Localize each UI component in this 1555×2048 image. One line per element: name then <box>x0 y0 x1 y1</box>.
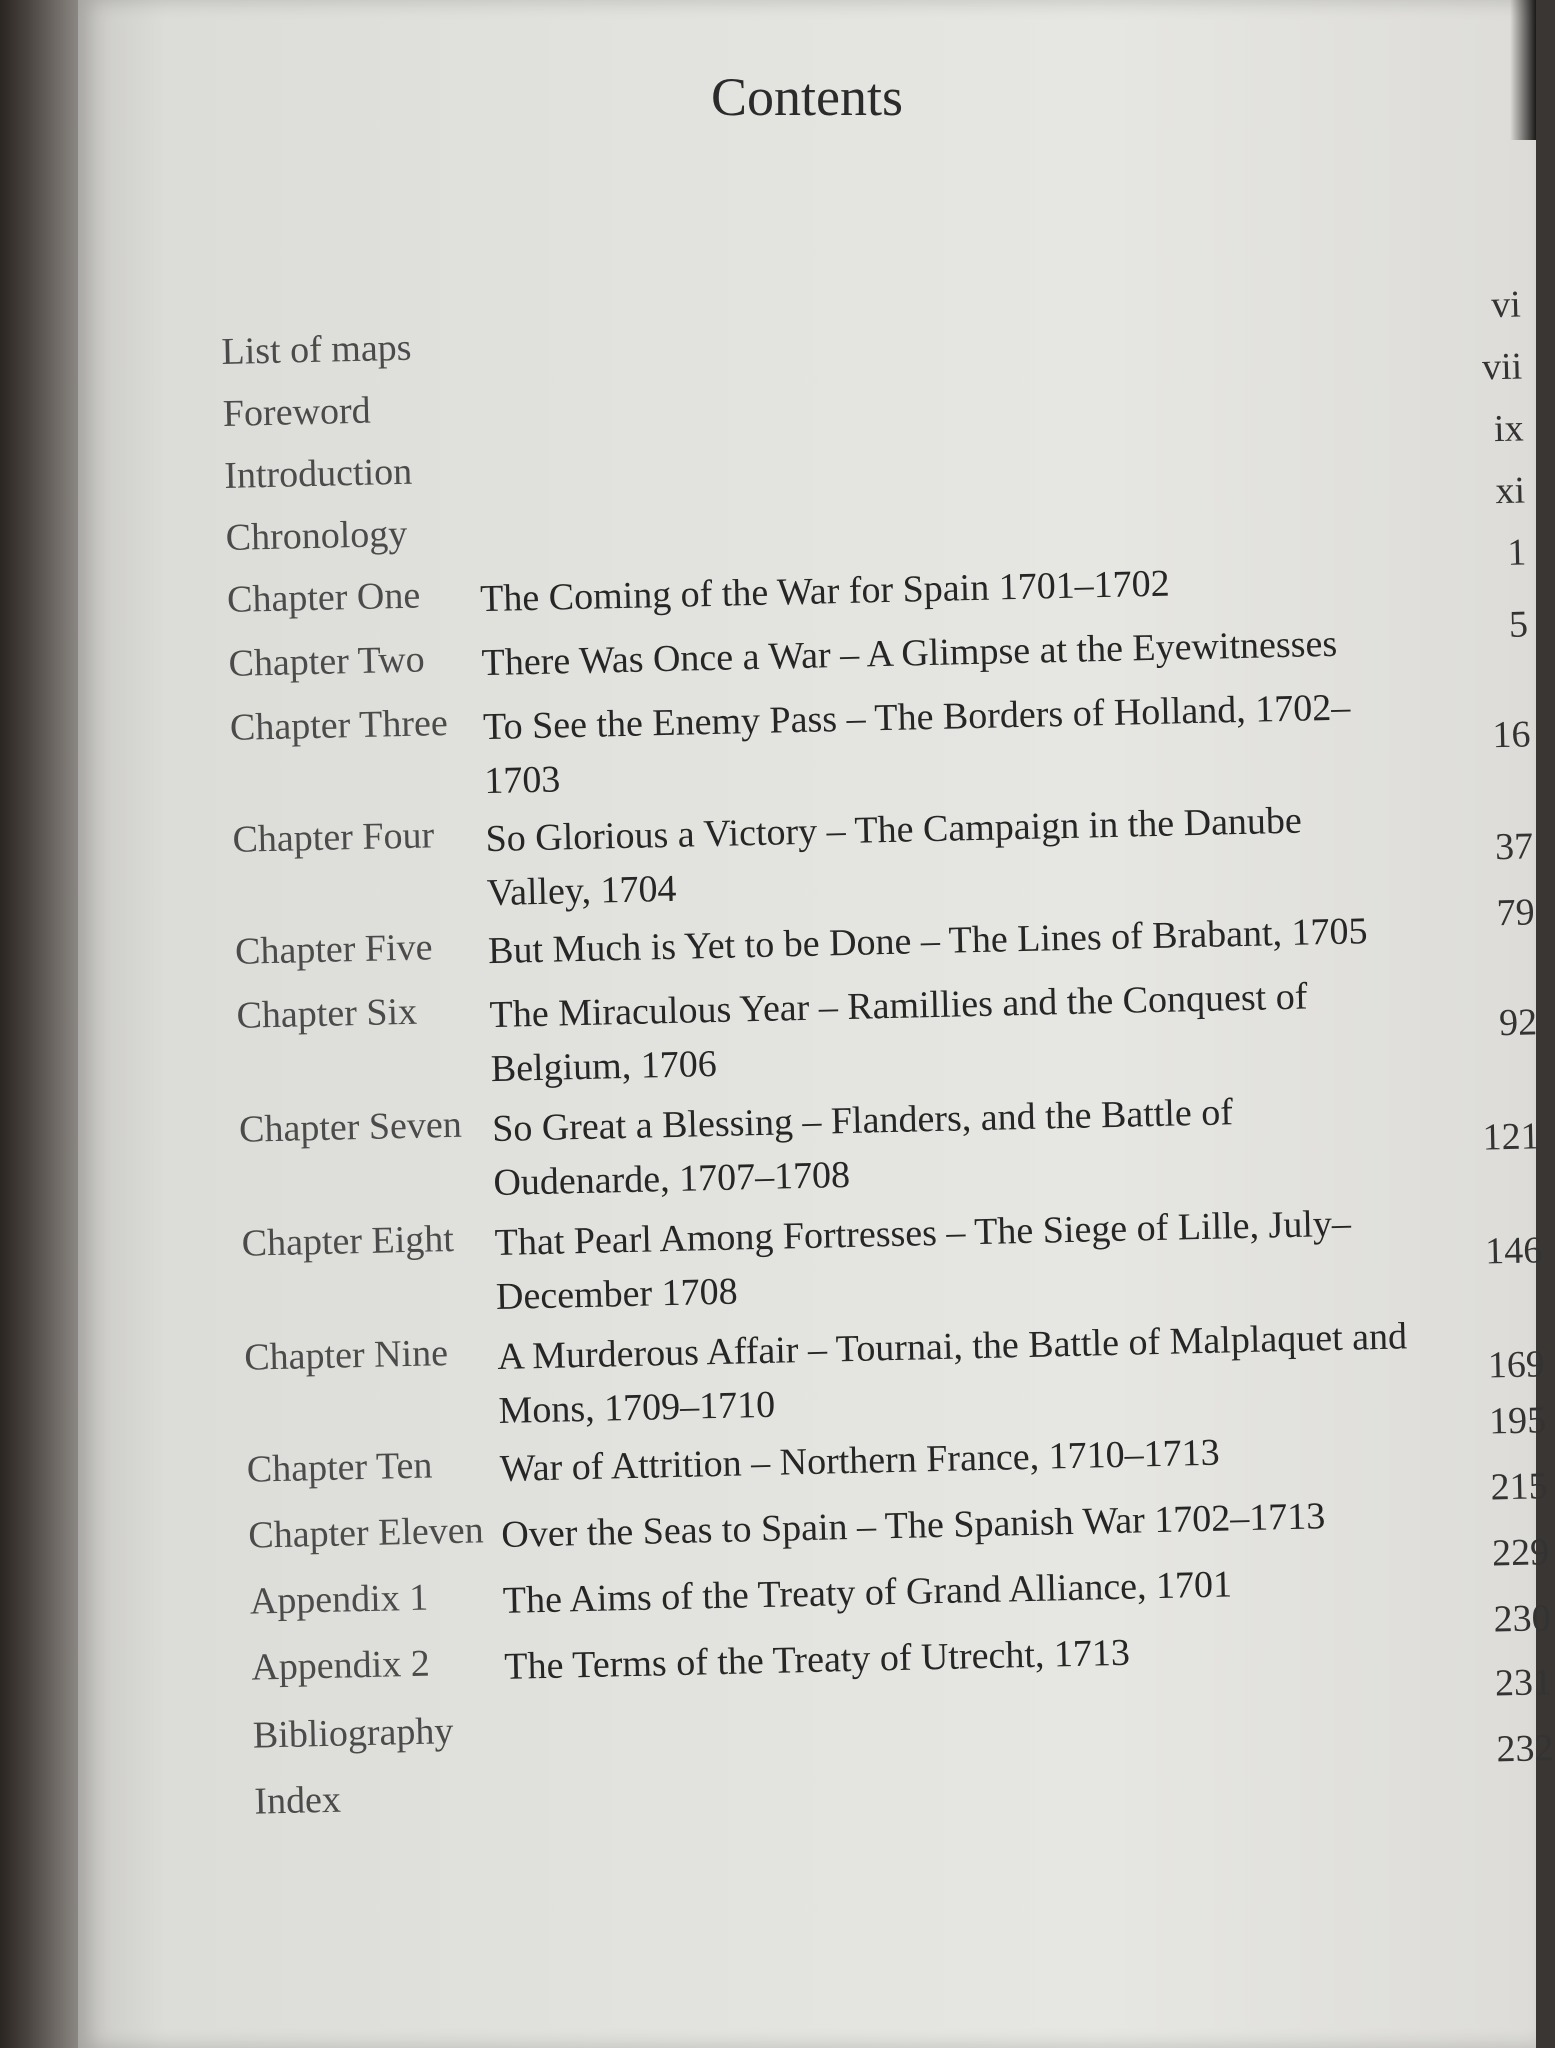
entry-title: War of Attrition – Northern France, 1710–1713 <box>499 1431 1221 1490</box>
page-title: Contents <box>710 67 903 127</box>
entry-page-number: 79 <box>1496 891 1536 935</box>
entry-label: Index <box>253 1778 342 1823</box>
entry-page-number: ix <box>1493 407 1525 451</box>
entry-label: Appendix 1 <box>249 1576 429 1623</box>
entry-page-number: 169 <box>1487 1343 1546 1387</box>
entry-page-number: 92 <box>1498 1001 1538 1045</box>
entry-page-number: 215 <box>1490 1465 1549 1509</box>
entry-label: Chapter Eleven <box>247 1509 485 1557</box>
entry-label: Introduction <box>223 450 413 497</box>
entry-title: So Great a Blessing – Flanders, and the Battle of Oudenarde, 1707–1708 <box>491 1091 1234 1205</box>
entry-page-number: 1 <box>1506 531 1527 574</box>
entry-title: The Terms of the Treaty of Utrecht, 1713 <box>503 1631 1131 1688</box>
entry-label: Chapter One <box>226 574 421 621</box>
entry-page-number: 230 <box>1493 1597 1552 1641</box>
entry-page-number: 229 <box>1491 1531 1550 1575</box>
entry-title: Over the Seas to Spain – The Spanish War 1702–1713 <box>500 1495 1326 1556</box>
entry-title: The Coming of the War for Spain 1701–1702 <box>479 562 1171 621</box>
entry-label: Chapter Seven <box>238 1103 463 1151</box>
entry-page-number: 231 <box>1494 1661 1553 1705</box>
entry-page-number: 121 <box>1482 1115 1541 1159</box>
entry-title: The Miraculous Year – Ramillies and the Conquest of Belgium, 1706 <box>489 975 1308 1091</box>
entry-label: Chapter Six <box>236 990 418 1037</box>
entry-title <box>478 490 1378 510</box>
entry-title: There Was Once a War – A Glimpse at the Eyewitnesses <box>481 622 1338 685</box>
entry-label: Bibliography <box>252 1710 454 1757</box>
entry-page-number: 37 <box>1494 825 1534 869</box>
book-page <box>78 0 1554 2048</box>
entry-label: List of maps <box>221 326 412 373</box>
entry-label: Chronology <box>225 512 408 559</box>
entry-label: Appendix 2 <box>250 1642 431 1689</box>
entry-title <box>474 304 1374 324</box>
entry-title: But Much is Yet to be Done – The Lines of Brabant, 1705 <box>487 910 1368 973</box>
entry-page-number: 195 <box>1488 1399 1547 1443</box>
table-of-contents <box>221 283 1554 1823</box>
entry-label: Chapter Eight <box>241 1217 455 1265</box>
entry-title <box>507 1753 1407 1773</box>
entry-label: Chapter Two <box>228 638 426 685</box>
entry-page-number: vi <box>1490 283 1522 327</box>
entry-page-number: 16 <box>1492 713 1531 757</box>
entry-title: To See the Enemy Pass – The Borders of Holland, 1702–1703 <box>482 686 1351 803</box>
entry-title: A Murderous Affair – Tournai, the Battle of Malplaquet and Mons, 1709–1710 <box>496 1315 1408 1432</box>
entry-page-number: vii <box>1481 345 1523 389</box>
entry-label: Chapter Five <box>234 926 433 973</box>
entry-label: Chapter Nine <box>243 1332 449 1379</box>
entry-page-number: 232 <box>1496 1727 1554 1771</box>
entry-title: That Pearl Among Fortresses – The Siege of Lille, July–December 1708 <box>494 1202 1352 1319</box>
entry-label: Chapter Four <box>232 814 435 861</box>
entry-label: Chapter Three <box>229 701 449 749</box>
entry-title <box>475 366 1375 386</box>
entry-title: So Glorious a Victory – The Campaign in the Danube Valley, 1704 <box>485 799 1303 915</box>
book-spine <box>0 0 80 2048</box>
entry-label: Chapter Ten <box>246 1444 433 1491</box>
entry-label: Foreword <box>222 389 372 435</box>
entry-page-number: 146 <box>1484 1229 1543 1273</box>
entry-page-number: xi <box>1494 469 1526 513</box>
entry-title <box>477 428 1377 448</box>
entry-title: The Aims of the Treaty of Grand Alliance, 1701 <box>502 1563 1233 1622</box>
entry-page-number: 5 <box>1508 603 1529 646</box>
